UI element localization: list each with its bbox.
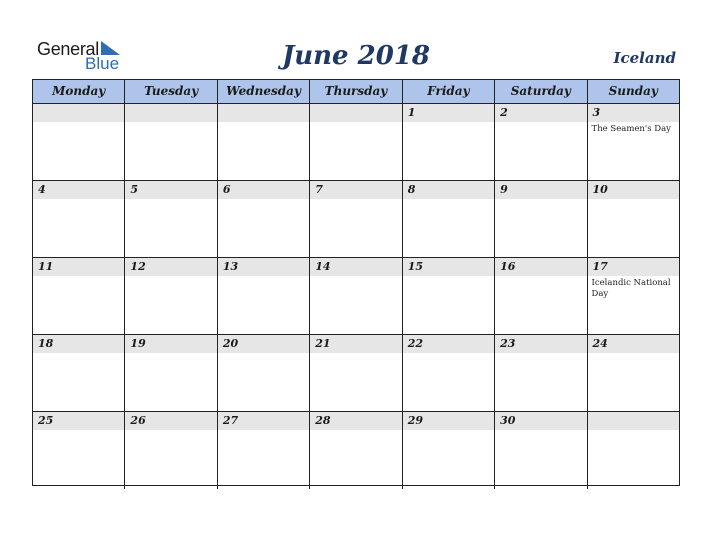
day-cell — [587, 412, 679, 489]
day-cell — [33, 104, 124, 180]
holiday-label: Icelandic National Day — [591, 278, 671, 299]
day-cell — [217, 104, 309, 180]
day-number: 29 — [407, 414, 423, 427]
day-number-band — [125, 104, 216, 122]
day-number-band — [495, 181, 586, 199]
day-cell — [217, 412, 309, 489]
day-number: 3 — [592, 106, 601, 119]
day-cell — [587, 258, 679, 334]
day-cell — [217, 335, 309, 411]
weekday-monday: Monday — [52, 84, 106, 98]
day-number-band — [33, 181, 124, 199]
day-cell — [587, 104, 679, 180]
day-cell — [494, 412, 586, 489]
day-number: 19 — [130, 337, 146, 350]
day-number: 25 — [38, 414, 54, 427]
day-cell — [124, 335, 216, 411]
day-cell — [494, 181, 586, 257]
weekday-thursday: Thursday — [309, 80, 401, 103]
day-number: 21 — [315, 337, 331, 350]
day-number: 20 — [222, 337, 239, 350]
day-cell — [217, 258, 309, 334]
day-cell — [124, 412, 216, 489]
day-number: 14 — [315, 260, 331, 273]
day-number: 22 — [407, 337, 423, 350]
day-number: 13 — [222, 260, 239, 273]
day-cell — [217, 181, 309, 257]
week-row — [33, 104, 679, 181]
day-number-band — [218, 104, 309, 122]
day-number-band — [588, 412, 679, 430]
day-cell — [309, 181, 401, 257]
day-cell — [494, 104, 586, 180]
weekday-wednesday: Wednesday — [217, 80, 309, 103]
day-cell — [309, 335, 401, 411]
holiday-label: The Seamen's Day — [591, 124, 671, 134]
week-row — [33, 412, 679, 489]
day-number: 17 — [592, 260, 608, 273]
day-cell — [33, 258, 124, 334]
day-number-band — [310, 181, 401, 199]
day-number: 5 — [130, 183, 139, 196]
day-number-band — [403, 104, 494, 122]
day-number: 30 — [500, 414, 516, 427]
week-row — [33, 258, 679, 335]
calendar-weeks — [33, 104, 679, 489]
day-number-band — [588, 104, 679, 122]
day-cell — [494, 335, 586, 411]
logo-text-general: General — [37, 39, 99, 59]
day-number: 24 — [592, 337, 608, 350]
day-cell — [124, 181, 216, 257]
day-number-band — [495, 104, 586, 122]
day-cell — [33, 412, 124, 489]
week-row — [33, 181, 679, 258]
day-number: 26 — [130, 414, 146, 427]
calendar-grid — [32, 79, 680, 486]
country-label: Iceland — [613, 49, 676, 67]
day-number-band — [218, 181, 309, 199]
day-cell — [124, 104, 216, 180]
weekday-sunday: Sunday — [587, 80, 679, 103]
day-number: 7 — [315, 183, 323, 196]
day-cell — [402, 258, 494, 334]
day-number: 27 — [222, 414, 239, 427]
weekday-saturday: Saturday — [494, 80, 586, 103]
day-number: 1 — [407, 106, 416, 119]
page-title: June 2018 — [281, 41, 431, 71]
day-cell — [33, 335, 124, 411]
day-cell — [494, 258, 586, 334]
day-number: 12 — [130, 260, 146, 273]
day-number-band — [403, 181, 494, 199]
logo-text-blue: Blue — [85, 54, 120, 73]
day-cell — [33, 181, 124, 257]
day-number: 4 — [38, 183, 46, 196]
day-number: 8 — [407, 183, 416, 196]
day-number: 9 — [500, 183, 508, 196]
day-cell — [402, 412, 494, 489]
day-cell — [124, 258, 216, 334]
day-number: 10 — [592, 183, 608, 196]
day-number: 11 — [38, 260, 54, 273]
day-cell — [402, 104, 494, 180]
day-cell — [309, 258, 401, 334]
weekday-tuesday: Tuesday — [124, 80, 216, 103]
day-cell — [402, 335, 494, 411]
day-number: 6 — [222, 183, 231, 196]
day-cell — [587, 335, 679, 411]
day-number: 23 — [500, 337, 516, 350]
day-number: 18 — [38, 337, 54, 350]
day-number: 15 — [407, 260, 423, 273]
weekday-header — [33, 80, 679, 104]
week-row — [33, 335, 679, 412]
day-cell — [309, 412, 401, 489]
day-number-band — [33, 104, 124, 122]
day-number: 2 — [500, 106, 508, 119]
day-number: 28 — [315, 414, 331, 427]
day-number-band — [125, 181, 216, 199]
day-cell — [402, 181, 494, 257]
day-number: 16 — [500, 260, 516, 273]
day-number-band — [310, 104, 401, 122]
day-cell — [309, 104, 401, 180]
day-cell — [587, 181, 679, 257]
weekday-friday: Friday — [402, 80, 494, 103]
